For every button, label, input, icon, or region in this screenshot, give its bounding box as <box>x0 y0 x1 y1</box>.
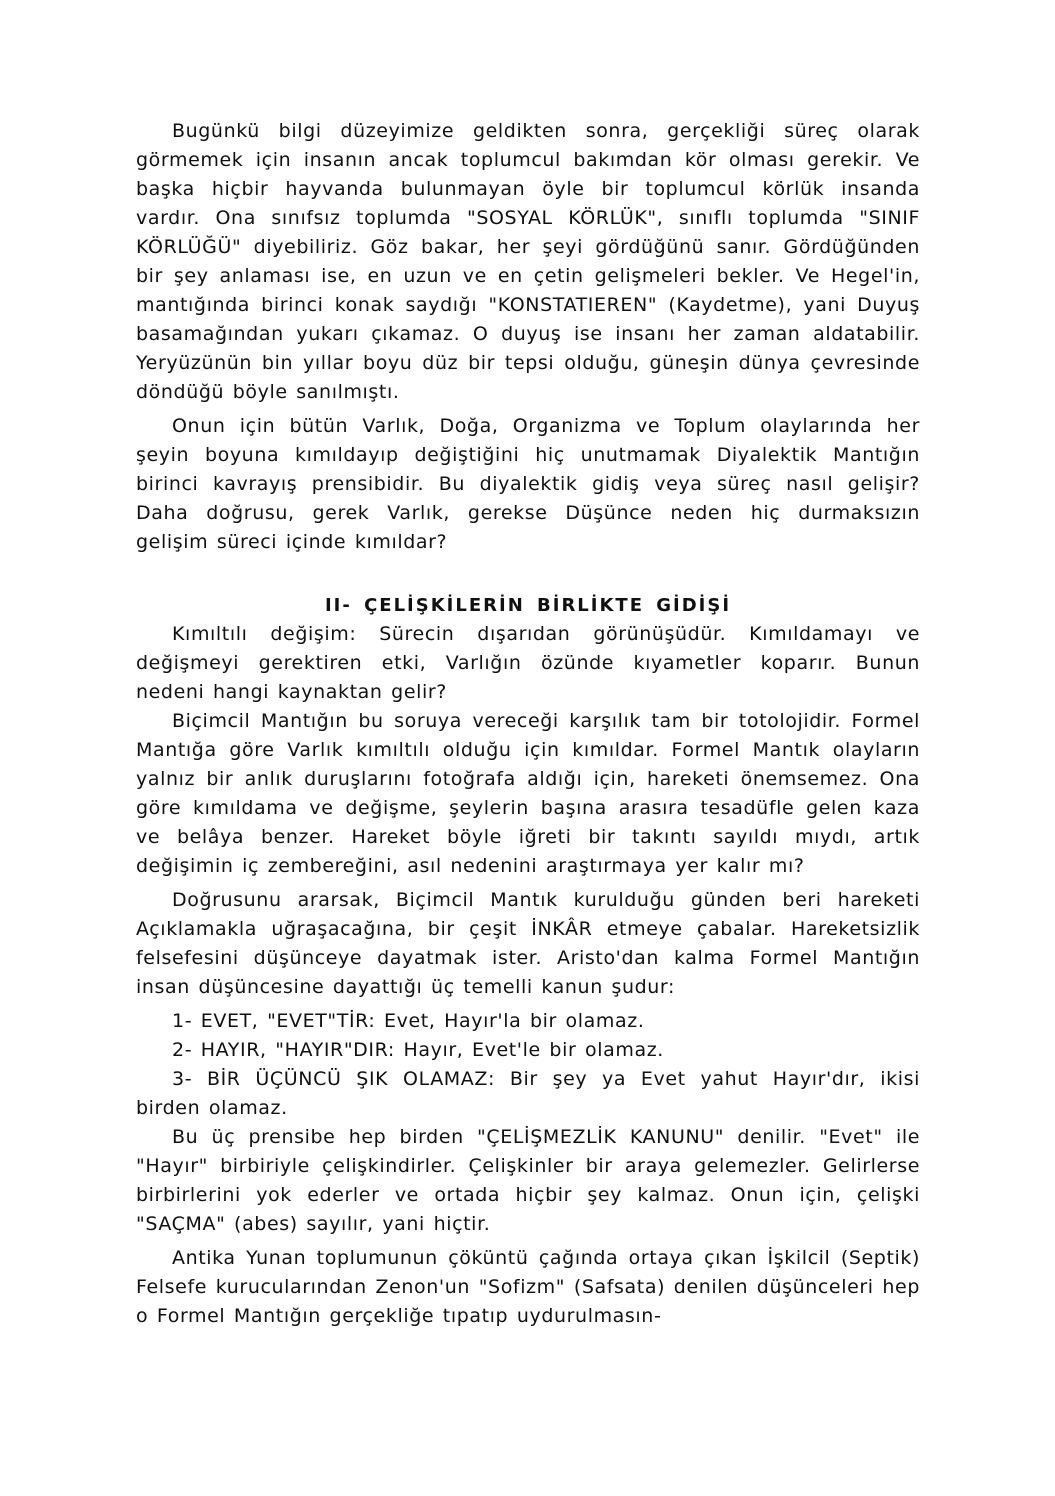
paragraph-formal-logic: Biçimcil Mantığın bu soruya vereceği karşılık tam bir totolojidir. Formel Mantığa göre Varlık kımıltılı olduğu için kımıldar. Formel Mantık olayların yalnız bir anlık duruşlarını fotoğrafa aldığı için, hareketi önemsemez. Ona göre kımıldama ve değişme, şeylerin başına arasıra tesadüfle gelen kaza ve belâya benzer. Hareket böyle iğreti bir takıntı sayıldı mıydı, artık değişimin iç zembereğini, asıl nedenini araştırmaya yer kalır mı? <box>136 710 920 877</box>
paragraph-change: Kımıltılı değişim: Sürecin dışarıdan görünüşüdür. Kımıldamayı ve değişmeyi gerektiren etki, Varlığın özünde kıyametler koparır. Bunun nedeni hangi kaynaktan gelir? <box>136 623 920 703</box>
paragraph-dialectic-principle: Onun için bütün Varlık, Doğa, Organizma ve Toplum olaylarında her şeyin boyuna kımıldayıp değiştiğini hiç unutmamak Diyalektik Mantığın birinci kavrayış prensibidir. Bu diyalektik gidiş veya süreç nasıl gelişir? Daha doğrusu, gerek Varlık, gerekse Düşünce neden hiç durmaksızın gelişim süreci içinde kımıldar? <box>136 415 920 553</box>
body-text <box>136 117 920 1336</box>
section-heading: II- ÇELİŞKİLERİN BİRLİKTE GİDİŞİ <box>324 595 732 616</box>
law-item-1: 1- EVET, "EVET"TİR: Evet, Hayır'la bir olamaz. <box>172 1010 645 1032</box>
law-item-2: 2- HAYIR, "HAYIR"DIR: Hayır, Evet'le bir olamaz. <box>172 1039 664 1061</box>
law-item-3: 3- BİR ÜÇÜNCÜ ŞIK OLAMAZ: Bir şey ya Evet yahut Hayır'dır, ikisi birden olamaz. <box>136 1068 920 1119</box>
paragraph-non-contradiction: Bu üç prensibe hep birden "ÇELİŞMEZLİK KANUNU" denilir. "Evet" ile "Hayır" birbiriyle çelişkindirler. Çelişkinler bir araya gelemezler. Gelirlerse birbirlerini yok ederler ve ortada hiçbir şey kalmaz. Onun için, çelişki "SAÇMA" (abes) sayılır, yani hiçtir. <box>136 1126 920 1235</box>
paragraph-social-blindness: Bugünkü bilgi düzeyimize geldikten sonra, gerçekliği süreç olarak görmemek için insanın ancak toplumcul bakımdan kör olması gerekir. Ve başka hiçbir hayvanda bulunmayan öyle bir toplumcul körlük insanda vardır. Ona sınıfsız toplumda "SOSYAL KÖRLÜK", sınıflı toplumda "SINIF KÖRLÜĞÜ" diyebiliriz. Göz bakar, her şeyi gördüğünü sanır. Gördüğünden bir şey anlaması ise, en uzun ve en çetin gelişmeleri bekler. Ve Hegel'in, mantığında birinci konak saydığı "KONSTATIEREN" (Kaydetme), yani Duyuş basamağından yukarı çıkamaz. O duyuş ise insanı her zaman aldatabilir. Yeryüzünün bin yıllar boyu düz bir tepsi olduğu, güneşin dünya çevresinde döndüğü böyle sanılmıştı. <box>136 120 920 403</box>
paragraph-denial: Doğrusunu ararsak, Biçimcil Mantık kurulduğu günden beri hareketi Açıklamakla uğraşacağına, bir çeşit İNKÂR etmeye çabalar. Hareketsizlik felsefesini düşünceye dayatmak ister. Aristo'dan kalma Formel Mantığın insan düşüncesine dayattığı üç temelli kanun şudur: <box>136 889 920 998</box>
paragraph-zenon: Antika Yunan toplumunun çöküntü çağında ortaya çıkan İşkilcil (Septik) Felsefe kurucularından Zenon'un "Sofizm" (Safsata) denilen düşünceleri hep o Formel Mantığın gerçekliğe tıpatıp uydurulmasın- <box>136 1247 920 1327</box>
